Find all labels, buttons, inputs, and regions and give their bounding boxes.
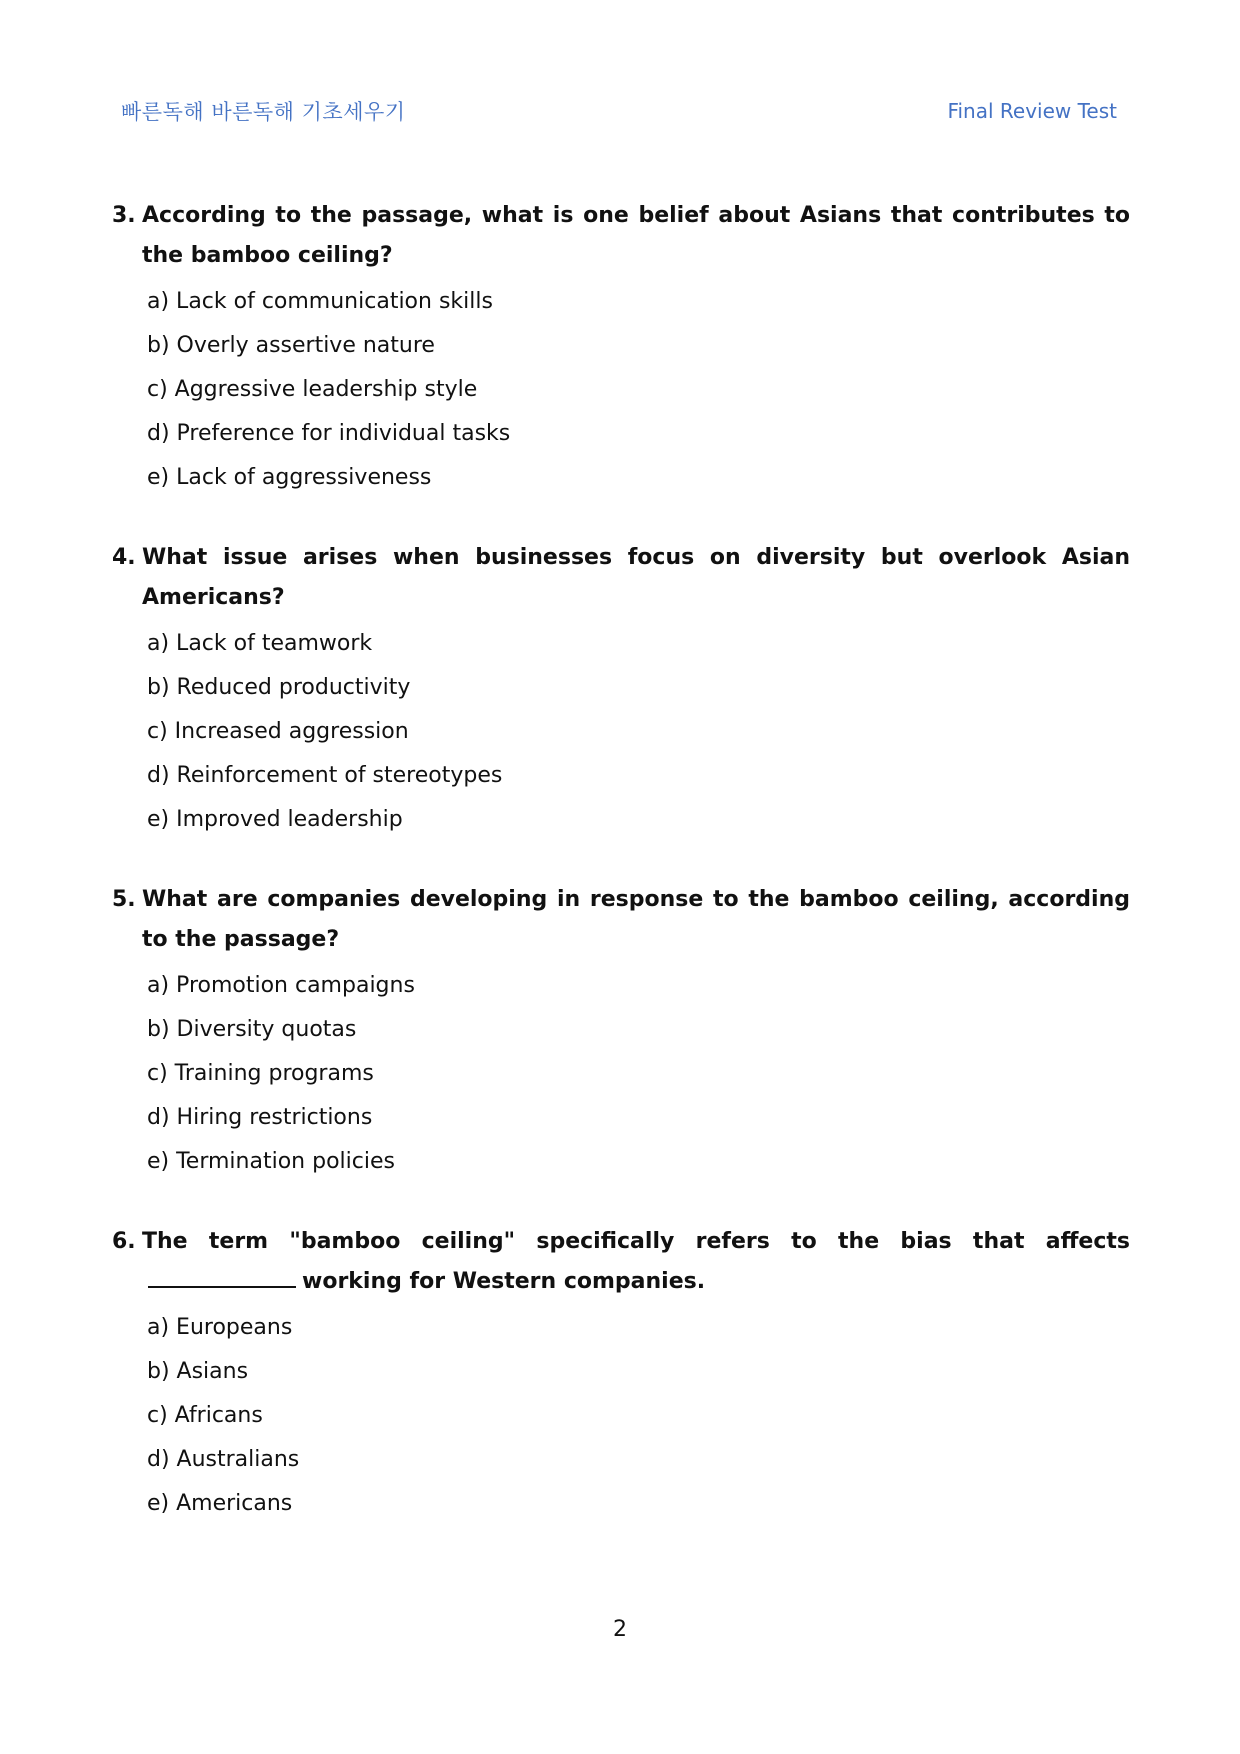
question-stem bbox=[112, 196, 1130, 276]
question-number: 6. bbox=[112, 1229, 136, 1254]
question-stem bbox=[112, 538, 1130, 618]
question-stem bbox=[112, 1222, 1130, 1302]
option-a[interactable]: a) Promotion campaigns bbox=[147, 973, 415, 998]
option-e[interactable]: e) Improved leadership bbox=[147, 807, 403, 832]
option-b[interactable]: b) Asians bbox=[147, 1359, 249, 1384]
option-a[interactable]: a) Lack of communication skills bbox=[147, 289, 493, 314]
question-3 bbox=[112, 196, 1130, 500]
question-5 bbox=[112, 880, 1130, 1184]
page-number: 2 bbox=[613, 1617, 627, 1642]
option-d[interactable]: d) Australians bbox=[147, 1447, 300, 1472]
test-title: Final Review Test bbox=[947, 99, 1117, 123]
option-e[interactable]: e) Lack of aggressiveness bbox=[147, 465, 432, 490]
option-b[interactable]: b) Reduced productivity bbox=[147, 675, 411, 700]
option-c[interactable]: c) Training programs bbox=[147, 1061, 374, 1086]
question-number: 3. bbox=[112, 203, 136, 228]
fill-in-blank bbox=[148, 1266, 296, 1288]
option-a[interactable]: a) Lack of teamwork bbox=[147, 631, 373, 656]
option-a[interactable]: a) Europeans bbox=[147, 1315, 293, 1340]
question-text: What issue arises when businesses focus on diversity but overlook Asian Americans? bbox=[142, 545, 1130, 610]
answer-options bbox=[112, 964, 1130, 1184]
question-text-before-blank: The term "bamboo ceiling" specifically refers to the bias that affects bbox=[142, 1229, 1130, 1254]
option-e[interactable]: e) Termination policies bbox=[147, 1149, 395, 1174]
option-c[interactable]: c) Increased aggression bbox=[147, 719, 409, 744]
option-d[interactable]: d) Reinforcement of stereotypes bbox=[147, 763, 503, 788]
question-number: 4. bbox=[112, 545, 136, 570]
question-4 bbox=[112, 538, 1130, 842]
question-text: What are companies developing in response to the bamboo ceiling, according to the passage? bbox=[142, 887, 1130, 952]
question-number: 5. bbox=[112, 887, 136, 912]
option-c[interactable]: c) Aggressive leadership style bbox=[147, 377, 478, 402]
option-e[interactable]: e) Americans bbox=[147, 1491, 293, 1516]
question-text: According to the passage, what is one belief about Asians that contributes to the bamboo ceiling? bbox=[142, 203, 1130, 268]
question-text-after-blank: working for Western companies. bbox=[302, 1269, 706, 1294]
question-6 bbox=[112, 1222, 1130, 1526]
answer-options bbox=[112, 1306, 1130, 1526]
option-b[interactable]: b) Overly assertive nature bbox=[147, 333, 435, 358]
question-stem bbox=[112, 880, 1130, 960]
option-b[interactable]: b) Diversity quotas bbox=[147, 1017, 357, 1042]
answer-options bbox=[112, 280, 1130, 500]
book-title: 빠른독해 바른독해 기초세우기 bbox=[121, 100, 406, 124]
option-d[interactable]: d) Hiring restrictions bbox=[147, 1105, 373, 1130]
question-list bbox=[112, 196, 1130, 1564]
answer-options bbox=[112, 622, 1130, 842]
option-d[interactable]: d) Preference for individual tasks bbox=[147, 421, 511, 446]
option-c[interactable]: c) Africans bbox=[147, 1403, 263, 1428]
